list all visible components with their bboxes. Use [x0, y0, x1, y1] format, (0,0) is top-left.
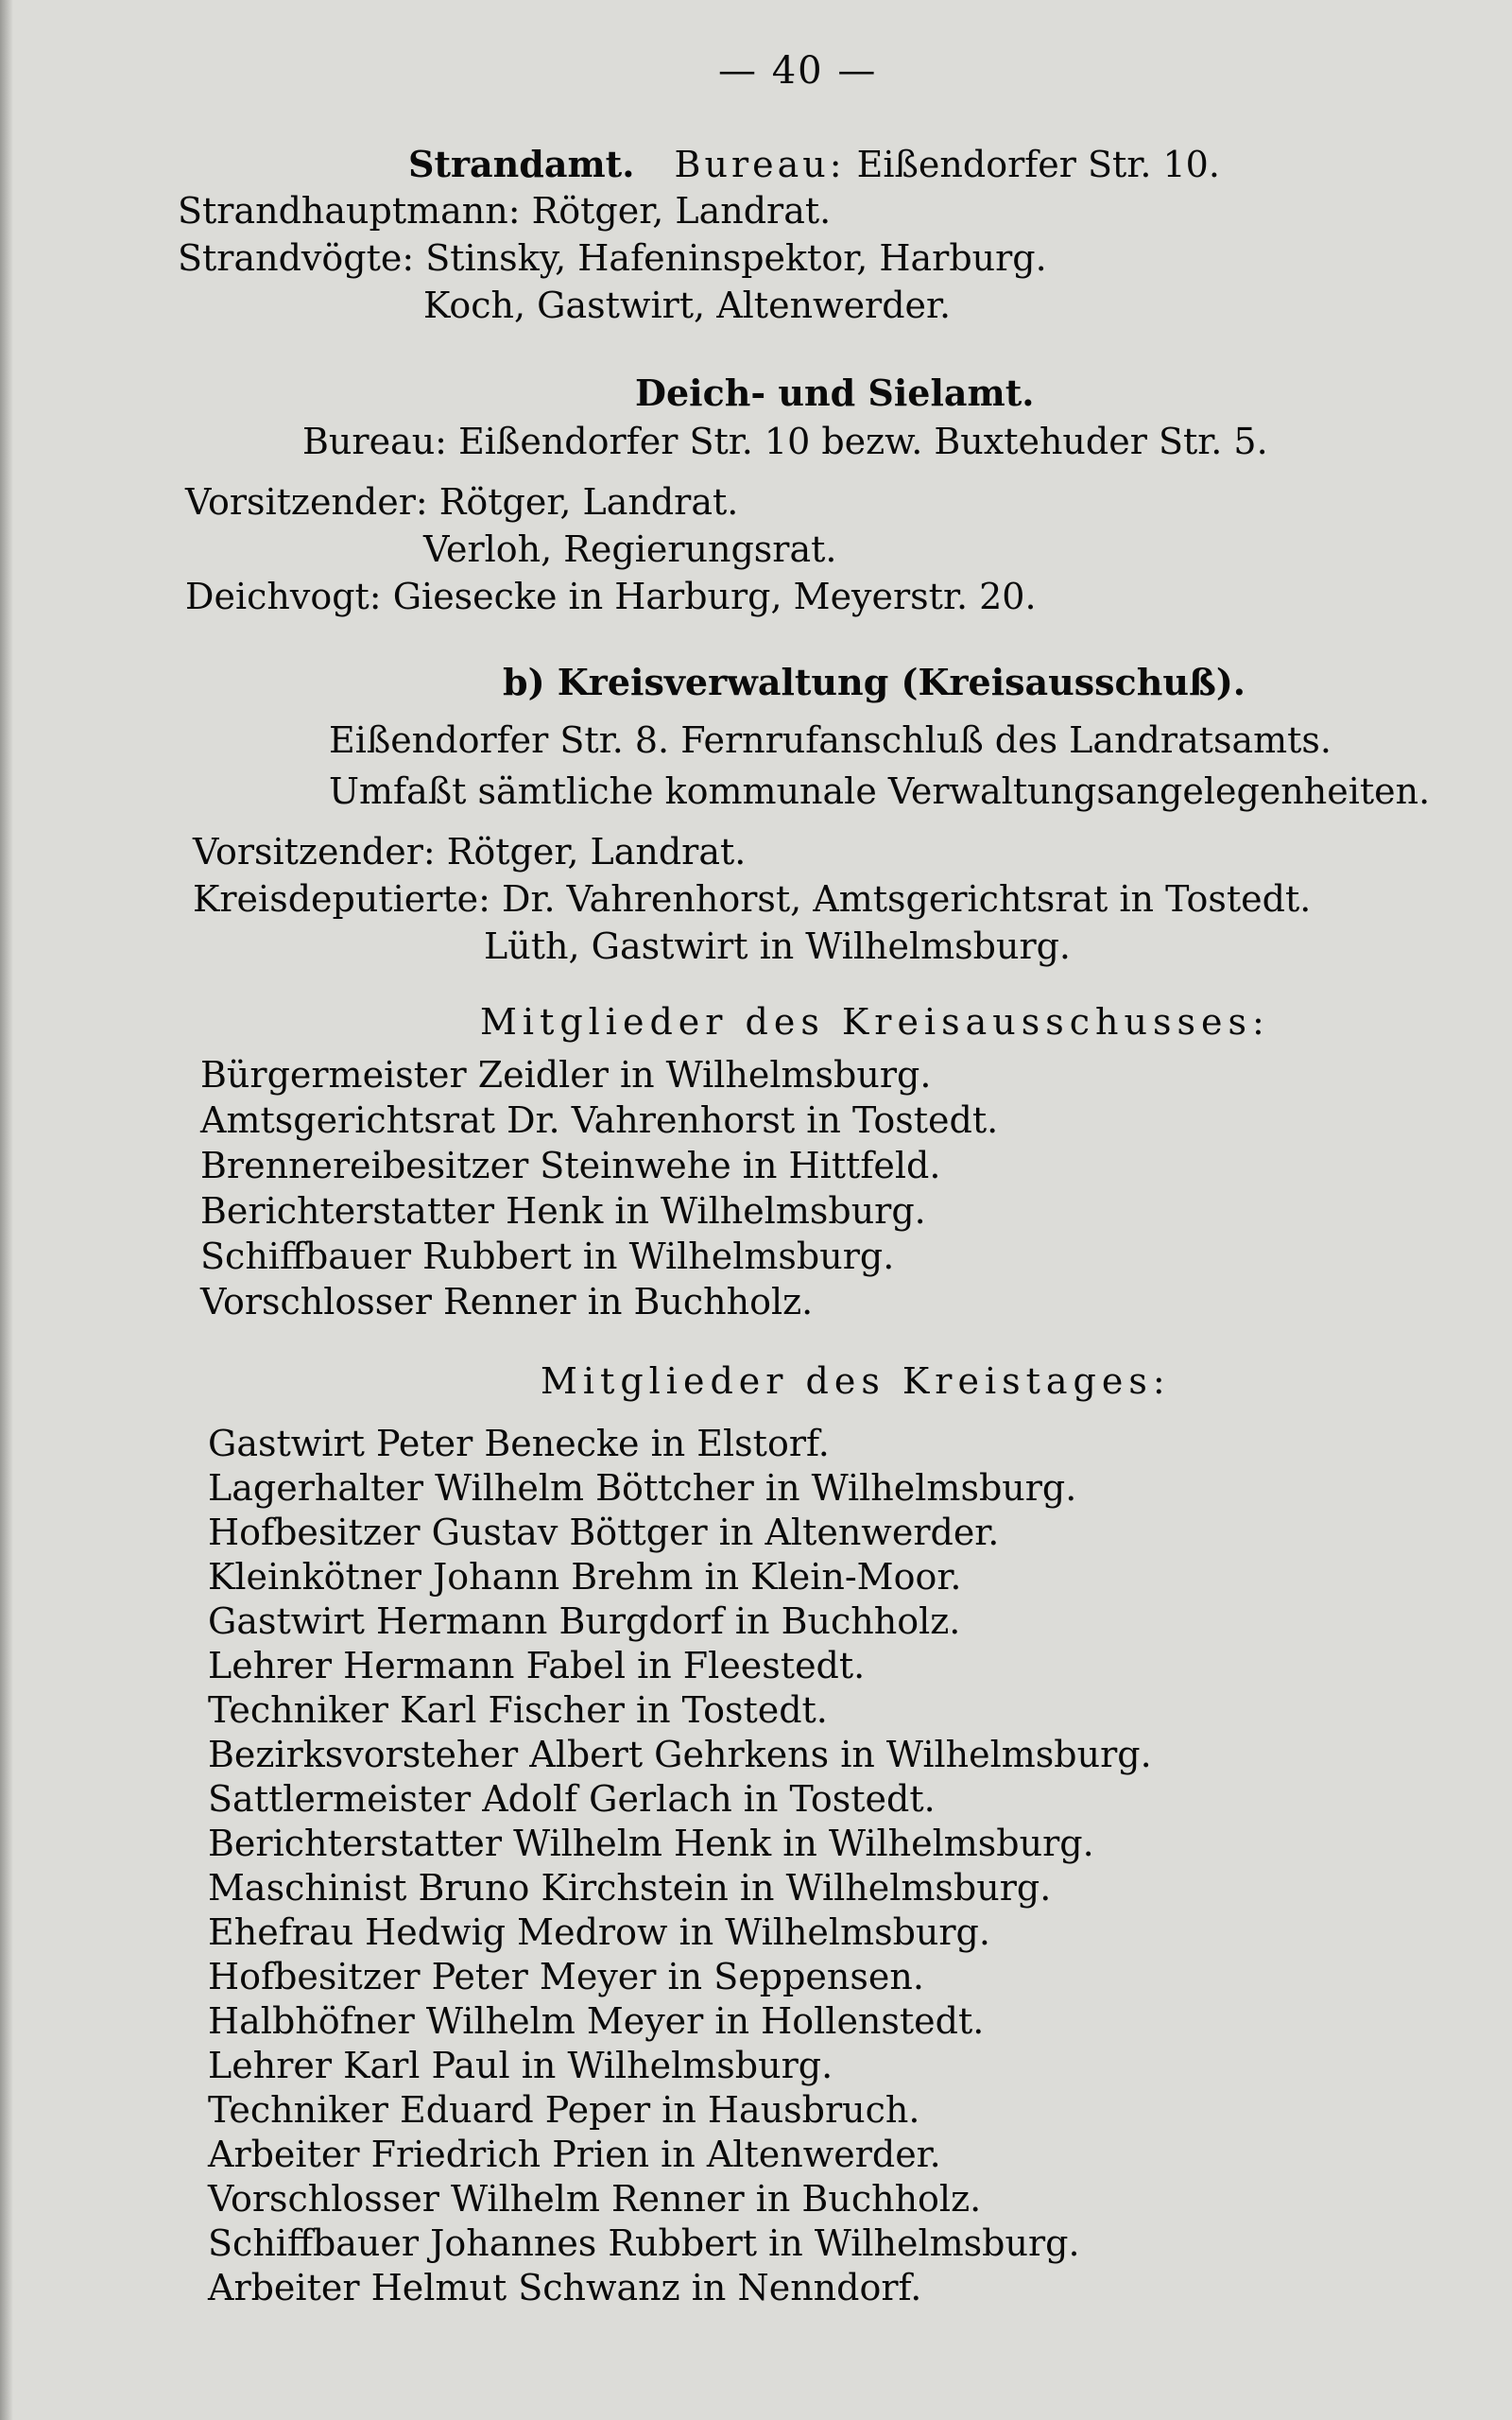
- kreistag-member: Techniker Eduard Peper in Hausbruch.: [208, 2089, 920, 2131]
- kreistag-member: Ehefrau Hedwig Medrow in Wilhelmsburg.: [208, 1911, 990, 1953]
- kreisverwaltung-scope: Umfaßt sämtliche kommunale Verwaltungsangelegenheiten.: [329, 770, 1431, 812]
- kreisausschuss-member: Berichterstatter Henk in Wilhelmsburg.: [200, 1190, 926, 1232]
- kreistag-member: Arbeiter Friedrich Prien in Altenwerder.: [208, 2134, 941, 2175]
- kreistag-member: Sattlermeister Adolf Gerlach in Tostedt.: [208, 1778, 936, 1820]
- strandamt-voegte-2: Koch, Gastwirt, Altenwerder.: [423, 285, 952, 326]
- kreisausschuss-member: Vorschlosser Renner in Buchholz.: [200, 1281, 814, 1322]
- kreistag-member: Gastwirt Peter Benecke in Elstorf.: [208, 1423, 830, 1464]
- kreisausschuss-member: Bürgermeister Zeidler in Wilhelmsburg.: [200, 1054, 932, 1096]
- deichamt-bureau: Bureau: Eißendorfer Str. 10 bezw. Buxtehuder Str. 5.: [302, 421, 1268, 462]
- kreistag-member: Berichterstatter Wilhelm Henk in Wilhelmsburg.: [208, 1823, 1094, 1864]
- kreistag-member: Bezirksvorsteher Albert Gehrkens in Wilhelmsburg.: [208, 1734, 1152, 1775]
- strandamt-title: Strandamt.: [408, 143, 635, 185]
- kreistag-title: Mitglieder des Kreistages:: [541, 1360, 1171, 1402]
- kreisausschuss-member: Amtsgerichtsrat Dr. Vahrenhorst in Tostedt.: [200, 1099, 999, 1141]
- strandamt-bureau-address: Eißendorfer Str. 10.: [856, 144, 1220, 185]
- strandamt-voegte-1: Strandvögte: Stinsky, Hafeninspektor, Harburg.: [178, 237, 1047, 279]
- kreisverwaltung-deputierte-2: Lüth, Gastwirt in Wilhelmsburg.: [484, 925, 1072, 967]
- kreistag-member: Vorschlosser Wilhelm Renner in Buchholz.: [208, 2178, 982, 2220]
- kreistag-member: Lehrer Karl Paul in Wilhelmsburg.: [208, 2045, 833, 2086]
- kreisverwaltung-title: b) Kreisverwaltung (Kreisausschuß).: [503, 661, 1246, 703]
- kreistag-member: Techniker Karl Fischer in Tostedt.: [208, 1689, 828, 1731]
- kreisausschuss-member: Brennereibesitzer Steinwehe in Hittfeld.: [200, 1145, 941, 1186]
- deichamt-deichvogt: Deichvogt: Giesecke in Harburg, Meyerstr. 20.: [185, 576, 1037, 617]
- kreisverwaltung-vorsitzender: Vorsitzender: Rötger, Landrat.: [193, 831, 747, 873]
- deichamt-title: Deich- und Sielamt.: [635, 372, 1035, 414]
- kreisverwaltung-address: Eißendorfer Str. 8. Fernrufanschluß des Landratsamts.: [329, 719, 1332, 761]
- kreisverwaltung-deputierte-1: Kreisdeputierte: Dr. Vahrenhorst, Amtsgerichtsrat in Tostedt.: [193, 878, 1312, 920]
- kreisausschuss-member: Schiffbauer Rubbert in Wilhelmsburg.: [200, 1236, 895, 1277]
- strandamt-header: [408, 142, 1220, 187]
- deichamt-vorsitzender-1: Vorsitzender: Rötger, Landrat.: [185, 481, 739, 523]
- page-number: — 40 —: [718, 49, 878, 93]
- kreistag-member: Schiffbauer Johannes Rubbert in Wilhelmsburg.: [208, 2222, 1080, 2264]
- kreisausschuss-title: Mitglieder des Kreisausschusses:: [480, 1001, 1270, 1043]
- kreistag-member: Halbhöfner Wilhelm Meyer in Hollenstedt.: [208, 2000, 985, 2042]
- kreistag-member: Hofbesitzer Gustav Böttger in Altenwerder.: [208, 1512, 1000, 1553]
- kreistag-member: Arbeiter Helmut Schwanz in Nenndorf.: [208, 2267, 922, 2308]
- strandamt-hauptmann: Strandhauptmann: Rötger, Landrat.: [178, 190, 832, 232]
- kreistag-member: Hofbesitzer Peter Meyer in Seppensen.: [208, 1956, 924, 1997]
- kreistag-member: Lagerhalter Wilhelm Böttcher in Wilhelmsburg.: [208, 1467, 1077, 1509]
- strandamt-bureau-label: Bureau:: [674, 144, 846, 185]
- kreistag-member: Maschinist Bruno Kirchstein in Wilhelmsburg.: [208, 1867, 1052, 1909]
- kreistag-member: Lehrer Hermann Fabel in Fleestedt.: [208, 1645, 866, 1686]
- page-edge-shadow: [0, 0, 13, 2420]
- deichamt-vorsitzender-2: Verloh, Regierungsrat.: [423, 528, 837, 570]
- kreistag-member: Gastwirt Hermann Burgdorf in Buchholz.: [208, 1600, 961, 1642]
- kreistag-member: Kleinkötner Johann Brehm in Klein-Moor.: [208, 1556, 962, 1598]
